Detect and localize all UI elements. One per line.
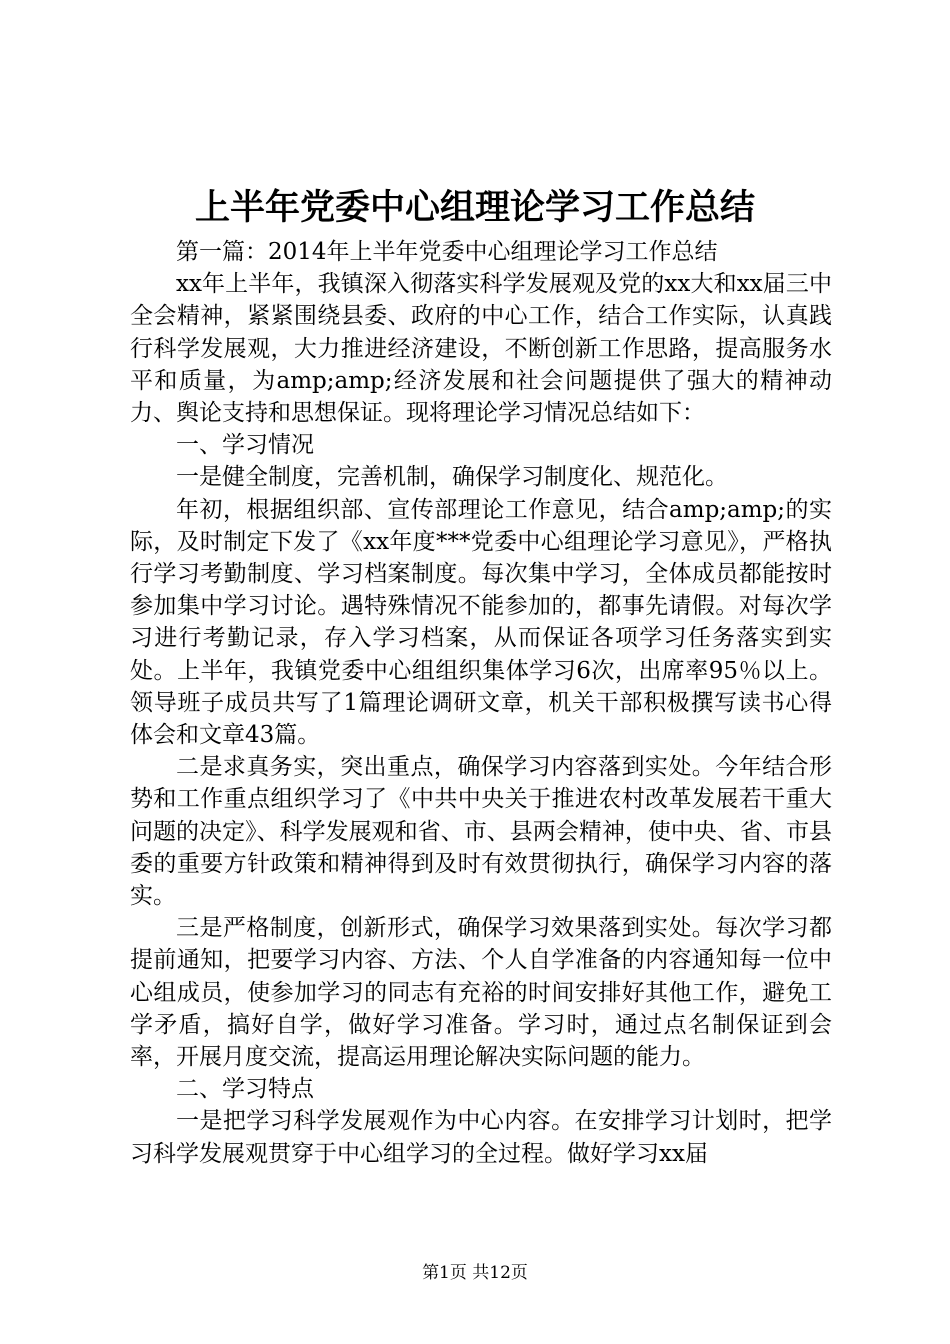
page-number: 第1页 共12页 xyxy=(422,1263,528,1283)
section-heading: 第一篇：2014年上半年党委中心组理论学习工作总结 xyxy=(176,239,718,265)
document-title: 上半年党委中心组理论学习工作总结 xyxy=(194,187,755,228)
section-heading: 一、学习情况 xyxy=(176,432,314,459)
paragraph: 二是求真务实，突出重点，确保学习内容落到实处。今年结合形势和工作重点组织学习了《中共中央关于推进农村改革发展若干重大问题的决定》、科学发展观和省、市、县两会精神，使中央、省、市县委的重要方针政策和精神得到及时有效贯彻执行，确保学习内容的落实。 xyxy=(130,754,832,910)
document-body xyxy=(130,236,832,1170)
paragraph: 年初，根据组织部、宣传部理论工作意见，结合amp;amp;的实际，及时制定下发了《xx年度***党委中心组理论学习意见》，严格执行学习考勤制度、学习档案制度。每次集中学习，全体成员都能按时参加集中学习讨论。遇特殊情况不能参加的，都事先请假。对每次学习进行考勤记录，存入学习档案，从而保证各项学习任务落实到实处。上半年，我镇党委中心组组织集体学习6次，出席率95％以上。领导班子成员共写了1篇理论调研文章，机关干部积极撰写读书心得体会和文章43篇。 xyxy=(130,496,832,749)
paragraph: 三是严格制度，创新形式，确保学习效果落到实处。每次学习都提前通知，把要学习内容、方法、个人自学准备的内容通知每一位中心组成员，使参加学习的同志有充裕的时间安排好其他工作，避免工学矛盾，搞好自学，做好学习准备。学习时，通过点名制保证到会率，开展月度交流，提高运用理论解决实际问题的能力。 xyxy=(130,915,832,1071)
paragraph: 一是把学习科学发展观作为中心内容。在安排学习计划时，把学习科学发展观贯穿于中心组学习的全过程。做好学习xx届 xyxy=(130,1108,832,1167)
paragraph: 一是健全制度，完善机制，确保学习制度化、规范化。 xyxy=(176,464,728,491)
section-heading: 二、学习特点 xyxy=(176,1076,314,1103)
paragraph: xx年上半年，我镇深入彻落实科学发展观及党的xx大和xx届三中全会精神，紧紧围绕县委、政府的中心工作，结合工作实际，认真践行科学发展观，大力推进经济建设，不断创新工作思路，提高服务水平和质量，为amp;amp;经济发展和社会问题提供了强大的精神动力、舆论支持和思想保证。现将理论学习情况总结如下： xyxy=(130,271,832,427)
